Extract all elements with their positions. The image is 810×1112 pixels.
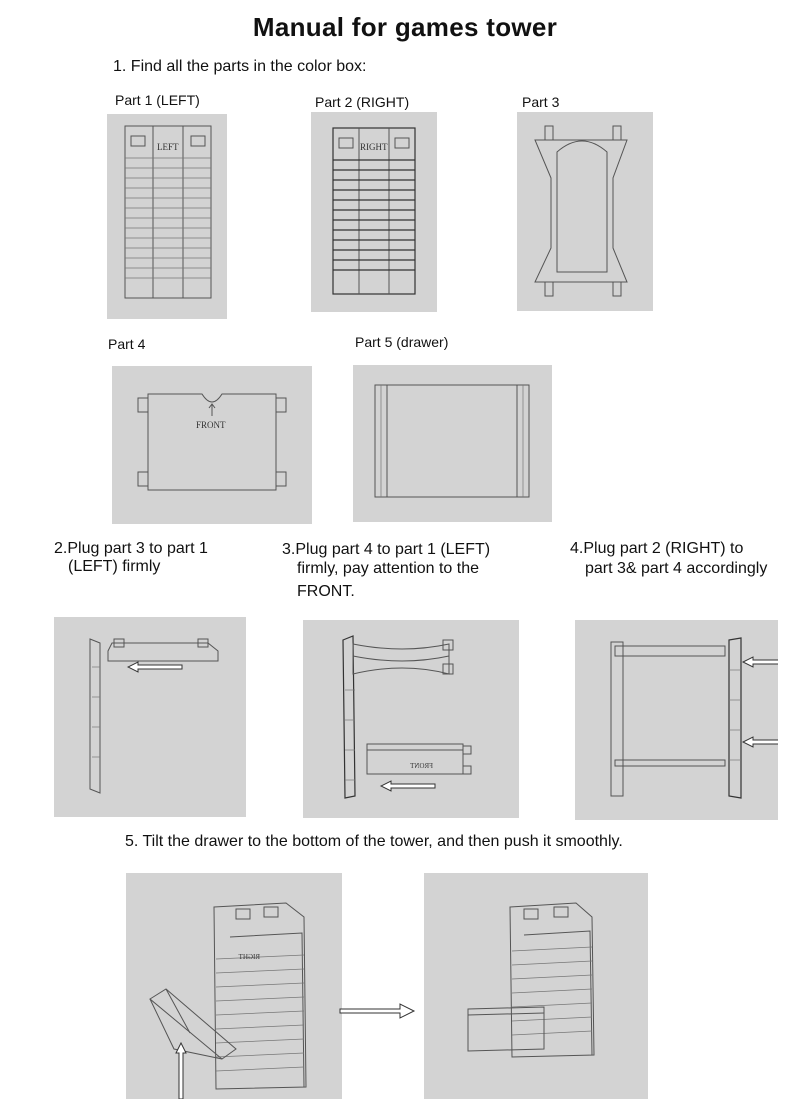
part-2-image — [311, 112, 437, 312]
part-2-label: Part 2 (RIGHT) — [315, 94, 410, 110]
part-3-label: Part 3 — [522, 94, 560, 110]
step-5-after-image — [424, 873, 648, 1099]
part-4-label: Part 4 — [108, 336, 146, 352]
step-2-line-2: (LEFT) firmly — [68, 558, 161, 575]
front-mirrored-text: FRONT — [410, 762, 433, 770]
page-title: Manual for games tower — [252, 12, 558, 42]
right-arrow-icon — [338, 1000, 418, 1022]
step-3-line-2: firmly, pay attention to the — [297, 560, 480, 577]
part-5-label: Part 5 (drawer) — [355, 334, 449, 350]
part-5-image — [353, 365, 552, 522]
part-3-image — [517, 112, 653, 311]
right-part-text: RIGHT — [360, 142, 388, 152]
part-4-image — [112, 366, 312, 524]
step-3-image — [303, 620, 519, 818]
step-2-image — [54, 617, 246, 817]
step-3-line-1: 3.Plug part 4 to part 1 (LEFT) — [282, 541, 491, 558]
front-text: FRONT — [196, 420, 226, 430]
step-4-image — [575, 620, 778, 820]
step-5-text: 5. Tilt the drawer to the bottom of the tower, and then push it smoothly. — [125, 833, 623, 850]
step-5-before-image — [126, 873, 342, 1099]
step-1-text: 1. Find all the parts in the color box: — [113, 58, 367, 75]
part-1-label: Part 1 (LEFT) — [115, 92, 200, 108]
part-1-image — [107, 114, 227, 319]
step-4-line-2: part 3& part 4 accordingly — [585, 560, 768, 577]
left-part-text: LEFT — [157, 142, 179, 152]
step-3-line-3: FRONT. — [297, 583, 355, 600]
step-2-line-1: 2.Plug part 3 to part 1 — [54, 540, 208, 557]
right-mirrored-text: RIGHT — [238, 953, 260, 961]
step-4-line-1: 4.Plug part 2 (RIGHT) to — [570, 540, 744, 557]
